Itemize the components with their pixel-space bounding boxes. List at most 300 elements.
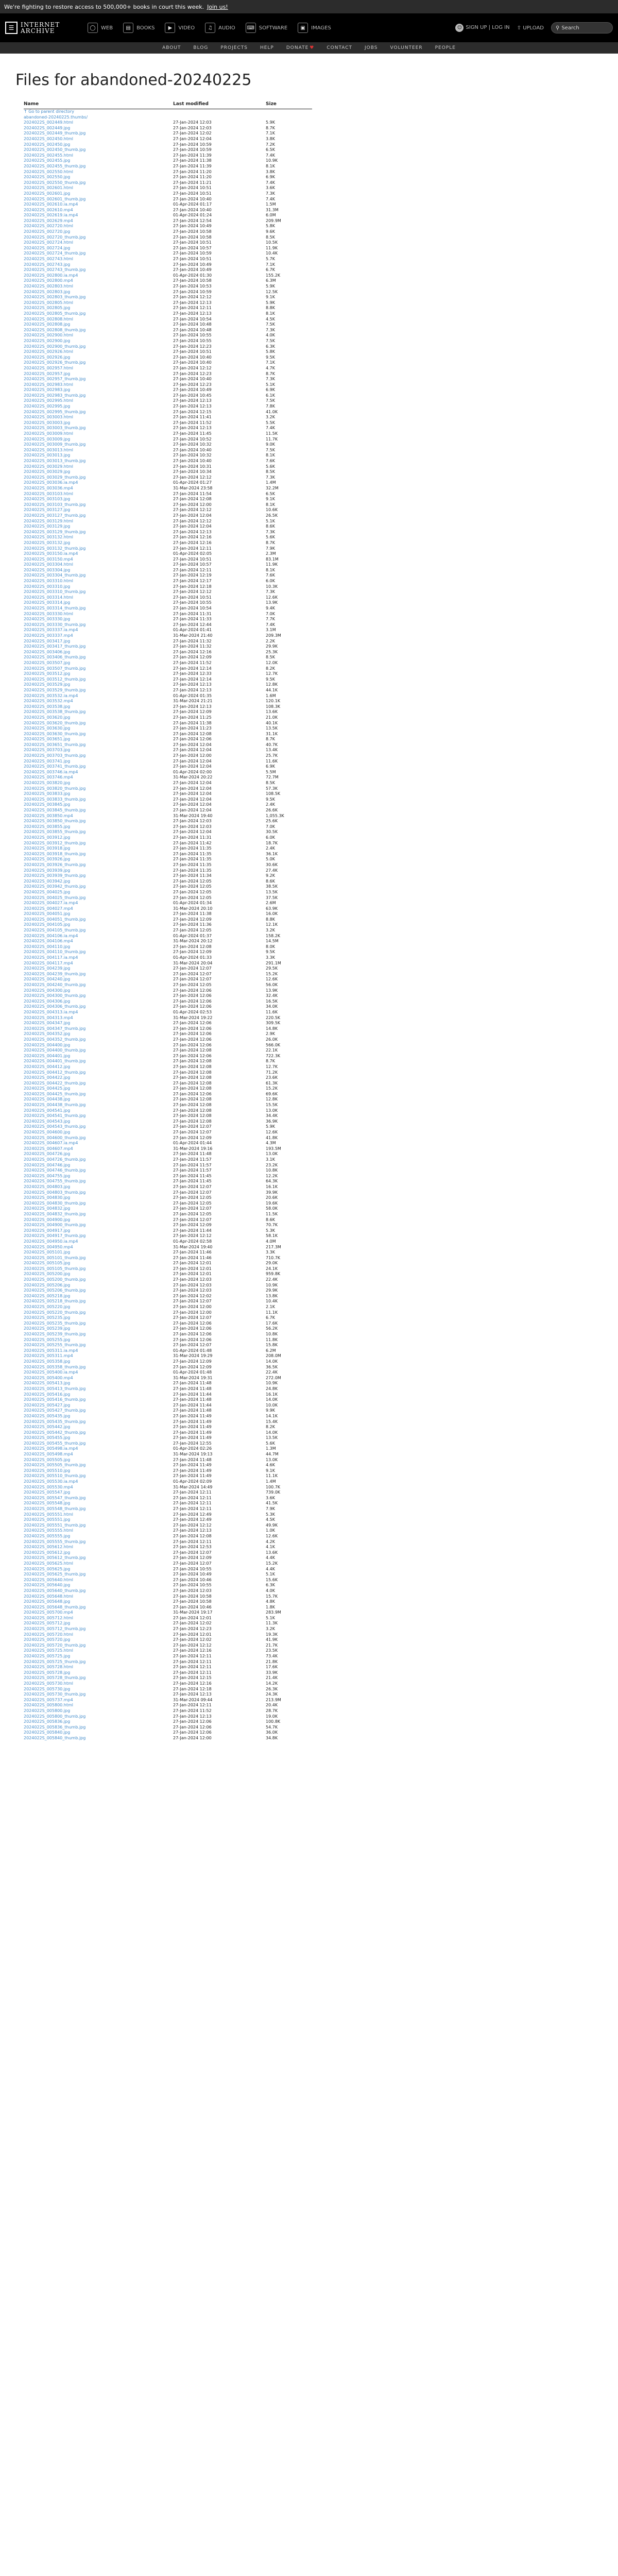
file-link[interactable]: 2024022S_004239_thumb.jpg — [24, 971, 86, 976]
file-link[interactable]: 2024022S_003926_thumb.jpg — [24, 862, 86, 867]
file-link[interactable]: 2024022S_003850_thumb.jpg — [24, 819, 86, 824]
file-link[interactable]: 2024022S_004541.jpg — [24, 1108, 71, 1113]
file-link[interactable]: 2024022S_003855_thumb.jpg — [24, 829, 86, 835]
file-link[interactable]: 2024022S_003939_thumb.jpg — [24, 873, 86, 878]
file-link[interactable]: 2024022S_004950.mp4 — [24, 1244, 73, 1249]
media-tab-images[interactable] — [298, 23, 331, 33]
subnav-volunteer[interactable]: VOLUNTEER — [390, 45, 423, 50]
file-link[interactable]: 2024022S_005548_thumb.jpg — [24, 1506, 86, 1511]
file-link[interactable]: 2024022S_004832.jpg — [24, 1206, 71, 1211]
file-link[interactable]: 2024022S_004300.jpg — [24, 988, 71, 993]
file-link[interactable]: 2024022S_005648.jpg — [24, 1599, 71, 1604]
file-link[interactable]: 2024022S_004306.jpg — [24, 998, 71, 1004]
file-link[interactable]: 2024022S_003942.jpg — [24, 878, 71, 884]
file-link[interactable]: 2024022S_005625.html — [24, 1561, 74, 1566]
file-link[interactable]: 2024022S_003003.jpg — [24, 420, 71, 425]
subnav-help[interactable]: HELP — [260, 45, 274, 50]
file-link[interactable]: 2024022S_005712.jpg — [24, 1621, 71, 1626]
file-link[interactable]: 2024022S_005435_thumb.jpg — [24, 1419, 86, 1424]
file-link[interactable]: 2024022S_003304.html — [24, 562, 74, 567]
file-link[interactable]: 2024022S_004412_thumb.jpg — [24, 1070, 86, 1075]
file-link[interactable]: 2024022S_003850.mp4 — [24, 813, 73, 818]
file-link[interactable]: 2024022S_004803_thumb.jpg — [24, 1190, 86, 1195]
file-link[interactable]: 2024022S_003833.jpg — [24, 791, 71, 796]
file-link[interactable]: 2024022S_003029_thumb.jpg — [24, 474, 86, 480]
file-link[interactable]: 2024022S_003132.html — [24, 535, 74, 540]
file-link[interactable]: 2024022S_002805.html — [24, 300, 74, 305]
file-link[interactable]: 2024022S_003507.jpg — [24, 660, 71, 665]
file-link[interactable]: 2024022S_003538.jpg — [24, 704, 71, 709]
file-link[interactable]: 2024022S_004400.jpg — [24, 1042, 71, 1047]
file-link[interactable]: 2024022S_004900_thumb.jpg — [24, 1223, 86, 1228]
file-link[interactable]: 2024022S_004110.jpg — [24, 944, 71, 949]
file-link[interactable]: 2024022S_002720_thumb.jpg — [24, 234, 86, 240]
file-link[interactable]: 2024022S_002926.html — [24, 349, 74, 354]
file-link[interactable]: 2024022S_002610.mp4 — [24, 207, 73, 212]
file-link[interactable]: 2024022S_003337.mp4 — [24, 633, 73, 638]
file-link[interactable]: 2024022S_003630_thumb.jpg — [24, 731, 86, 736]
file-link[interactable]: 2024022S_003314_thumb.jpg — [24, 606, 86, 611]
file-link[interactable]: 2024022S_003009.jpg — [24, 436, 71, 442]
file-link[interactable]: 2024022S_003939.jpg — [24, 868, 71, 873]
file-link[interactable]: 2024022S_005101.jpg — [24, 1250, 71, 1255]
file-link[interactable]: 2024022S_002601.html — [24, 185, 74, 191]
file-link[interactable]: 2024022S_002619.ia.mp4 — [24, 213, 78, 218]
file-link[interactable]: 2024022S_003132.jpg — [24, 540, 71, 545]
file-link[interactable]: 2024022S_005358_thumb.jpg — [24, 1364, 86, 1369]
file-link[interactable]: 2024022S_004746.jpg — [24, 1162, 71, 1167]
file-link[interactable]: 2024022S_005547.jpg — [24, 1490, 71, 1495]
file-link[interactable]: 2024022S_003703_thumb.jpg — [24, 753, 86, 758]
search-input[interactable] — [551, 22, 613, 33]
file-link[interactable]: 2024022S_002450_thumb.jpg — [24, 147, 86, 152]
subnav-blog[interactable]: BLOG — [193, 45, 209, 50]
file-link[interactable]: 2024022S_002449.jpg — [24, 125, 71, 130]
file-link[interactable]: 2024022S_005498.mp4 — [24, 1452, 73, 1457]
file-link[interactable]: 2024022S_003845_thumb.jpg — [24, 808, 86, 812]
file-link[interactable]: 2024022S_004543.jpg — [24, 1118, 71, 1124]
file-link[interactable]: 2024022S_003314.jpg — [24, 600, 71, 605]
file-link[interactable]: 2024022S_004438.jpg — [24, 1097, 71, 1102]
file-link[interactable]: 2024022S_004027.mp4 — [24, 906, 73, 911]
file-link[interactable]: 2024022S_005555.jpg — [24, 1533, 71, 1538]
file-link[interactable]: 2024022S_004117.mp4 — [24, 960, 73, 965]
file-link[interactable]: 2024022S_003855.jpg — [24, 824, 71, 829]
file-link[interactable]: 2024022S_005530.ia.mp4 — [24, 1479, 78, 1484]
file-link[interactable]: 2024022S_002450.jpg — [24, 142, 71, 147]
file-link[interactable]: 2024022S_005640_thumb.jpg — [24, 1588, 86, 1593]
file-link[interactable]: 2024022S_003132_thumb.jpg — [24, 546, 86, 551]
file-link[interactable]: 2024022S_004746_thumb.jpg — [24, 1168, 86, 1173]
file-link[interactable]: 2024022S_004425_thumb.jpg — [24, 1091, 86, 1096]
file-link[interactable]: 2024022S_002808.jpg — [24, 322, 71, 327]
file-link[interactable]: 2024022S_002808.html — [24, 316, 74, 321]
file-link[interactable]: 2024022S_002900.jpg — [24, 338, 71, 343]
file-link[interactable]: 2024022S_005730.html — [24, 1681, 74, 1686]
file-link[interactable]: 2024022S_004438_thumb.jpg — [24, 1103, 86, 1108]
file-link[interactable]: 2024022S_002900_thumb.jpg — [24, 344, 86, 349]
file-link[interactable]: 2024022S_003630.jpg — [24, 726, 71, 731]
file-link[interactable]: 2024022S_002957_thumb.jpg — [24, 377, 86, 382]
file-link[interactable]: 2024022S_005640.html — [24, 1577, 74, 1582]
file-link[interactable]: 2024022S_003529_thumb.jpg — [24, 687, 86, 692]
file-link[interactable]: 2024022S_005510.jpg — [24, 1468, 71, 1473]
file-link[interactable]: 2024022S_004422.jpg — [24, 1075, 71, 1080]
file-link[interactable]: 2024022S_002743_thumb.jpg — [24, 267, 86, 273]
file-link[interactable]: 2024022S_003009_thumb.jpg — [24, 442, 86, 447]
banner-link[interactable]: Join us! — [207, 3, 228, 10]
file-link[interactable]: 2024022S_004306_thumb.jpg — [24, 1004, 86, 1009]
column-name[interactable]: Name — [24, 101, 173, 109]
file-link[interactable]: 2024022S_003036.ia.mp4 — [24, 480, 78, 485]
file-link[interactable]: 2024022S_004027.ia.mp4 — [24, 901, 78, 906]
file-link[interactable]: 2024022S_004313.ia.mp4 — [24, 1009, 78, 1014]
file-link[interactable]: 2024022S_005442.jpg — [24, 1425, 71, 1430]
file-link[interactable]: 2024022S_003532.mp4 — [24, 699, 73, 704]
file-link[interactable]: 2024022S_005730.jpg — [24, 1686, 71, 1691]
file-link[interactable]: 2024022S_003150.ia.mp4 — [24, 551, 78, 556]
file-link[interactable]: 2024022S_005728.html — [24, 1665, 74, 1670]
file-link[interactable]: 2024022S_005648.html — [24, 1594, 74, 1599]
file-link[interactable]: 2024022S_005235_thumb.jpg — [24, 1320, 86, 1326]
file-link[interactable]: 2024022S_005505.jpg — [24, 1457, 71, 1462]
file-link[interactable]: 2024022S_003532.ia.mp4 — [24, 693, 78, 698]
file-link[interactable]: 2024022S_002550.jpg — [24, 175, 71, 180]
file-link[interactable]: 2024022S_003406.jpg — [24, 649, 71, 654]
file-link[interactable]: 2024022S_004401.jpg — [24, 1053, 71, 1058]
file-link[interactable]: 2024022S_002601_thumb.jpg — [24, 196, 86, 201]
file-link[interactable]: 2024022S_002629.mp4 — [24, 218, 73, 223]
file-link[interactable]: 2024022S_005218.jpg — [24, 1293, 71, 1298]
file-link[interactable]: 2024022S_004352_thumb.jpg — [24, 1037, 86, 1042]
file-link[interactable]: 2024022S_005455_thumb.jpg — [24, 1440, 86, 1446]
file-link[interactable]: 2024022S_002983_thumb.jpg — [24, 393, 86, 398]
file-link[interactable]: 2024022S_005555.html — [24, 1528, 74, 1533]
file-link[interactable]: 2024022S_002808_thumb.jpg — [24, 327, 86, 332]
file-link[interactable]: 2024022S_004105_thumb.jpg — [24, 928, 86, 933]
file-link[interactable]: 2024022S_003703.jpg — [24, 748, 71, 753]
file-link[interactable]: 2024022S_005720.jpg — [24, 1637, 71, 1642]
file-link[interactable]: 2024022S_002803.html — [24, 284, 74, 289]
file-link[interactable]: 2024022S_003620.jpg — [24, 715, 71, 720]
file-link[interactable]: 2024022S_003918_thumb.jpg — [24, 851, 86, 856]
file-link[interactable]: 2024022S_003512_thumb.jpg — [24, 676, 86, 682]
subnav-donate[interactable] — [286, 45, 314, 50]
media-tab-audio[interactable] — [205, 23, 235, 33]
file-link[interactable]: 2024022S_003029.jpg — [24, 469, 71, 474]
file-link[interactable]: 2024022S_003820_thumb.jpg — [24, 786, 86, 791]
file-link[interactable]: 2024022S_004400_thumb.jpg — [24, 1048, 86, 1053]
file-link[interactable]: 2024022S_004025_thumb.jpg — [24, 895, 86, 900]
subnav-projects[interactable]: PROJECTS — [220, 45, 248, 50]
file-link[interactable]: 2024022S_004352.jpg — [24, 1031, 71, 1037]
file-link[interactable]: 2024022S_002724_thumb.jpg — [24, 251, 86, 256]
file-link[interactable]: 2024022S_005105_thumb.jpg — [24, 1266, 86, 1271]
file-link[interactable]: 2024022S_005640.jpg — [24, 1583, 71, 1588]
file-link[interactable]: 2024022S_003820.jpg — [24, 781, 71, 786]
file-link[interactable]: 2024022S_003029.html — [24, 464, 74, 469]
file-link[interactable]: 2024022S_005413.jpg — [24, 1381, 71, 1386]
file-link[interactable]: 2024022S_005548.jpg — [24, 1501, 71, 1506]
subnav-people[interactable]: PEOPLE — [435, 45, 456, 50]
file-link[interactable]: 2024022S_003103.html — [24, 491, 74, 496]
file-link[interactable]: 2024022S_003310_thumb.jpg — [24, 589, 86, 595]
media-tab-books[interactable] — [123, 23, 154, 33]
file-link[interactable]: 2024022S_003103_thumb.jpg — [24, 502, 86, 507]
file-link[interactable]: 2024022S_004425.jpg — [24, 1086, 71, 1091]
site-logo[interactable] — [5, 22, 72, 34]
file-link[interactable]: 2024022S_004607.mp4 — [24, 1146, 73, 1151]
file-link[interactable]: 2024022S_004051.jpg — [24, 911, 71, 917]
file-link[interactable]: 2024022S_005648_thumb.jpg — [24, 1604, 86, 1609]
file-link[interactable]: 2024022S_002995_thumb.jpg — [24, 409, 86, 414]
file-link[interactable]: 2024022S_005625.jpg — [24, 1566, 71, 1571]
file-link[interactable]: 2024022S_004025.jpg — [24, 889, 71, 894]
file-link[interactable]: 2024022S_005218_thumb.jpg — [24, 1299, 86, 1304]
file-link[interactable]: 2024022S_002805_thumb.jpg — [24, 311, 86, 316]
file-link[interactable]: 2024022S_003127.jpg — [24, 507, 71, 513]
file-link[interactable]: 2024022S_005101_thumb.jpg — [24, 1255, 86, 1260]
file-link[interactable]: 2024022S_002926_thumb.jpg — [24, 360, 86, 365]
file-link[interactable]: 2024022S_003003.html — [24, 415, 74, 420]
file-link[interactable]: 2024022S_005551.jpg — [24, 1517, 71, 1522]
file-link[interactable]: 2024022S_005612_thumb.jpg — [24, 1555, 86, 1561]
file-link[interactable]: 2024022S_004106.mp4 — [24, 939, 73, 944]
file-link[interactable]: 2024022S_003310.jpg — [24, 584, 71, 589]
file-link[interactable]: 2024022S_004950.ia.mp4 — [24, 1239, 78, 1244]
file-link[interactable]: 2024022S_005728.jpg — [24, 1670, 71, 1675]
file-link[interactable]: 2024022S_002800.mp4 — [24, 278, 73, 283]
file-link[interactable]: 2024022S_005455.jpg — [24, 1435, 71, 1440]
file-link[interactable]: 2024022S_005206.jpg — [24, 1282, 71, 1287]
file-link[interactable]: 2024022S_005358.jpg — [24, 1359, 71, 1364]
file-link[interactable]: 2024022S_005498.ia.mp4 — [24, 1446, 78, 1451]
file-link[interactable]: 2024022S_005700.mp4 — [24, 1610, 73, 1615]
file-link[interactable]: 2024022S_003512.jpg — [24, 671, 71, 676]
file-link[interactable]: 2024022S_005836_thumb.jpg — [24, 1724, 86, 1730]
file-link[interactable]: 2024022S_005105.jpg — [24, 1261, 71, 1266]
file-link[interactable]: 2024022S_005712.html — [24, 1615, 74, 1620]
column-modified[interactable]: Last modified — [173, 101, 266, 109]
file-link[interactable]: 2024022S_004239.jpg — [24, 966, 71, 971]
file-link[interactable]: 2024022S_005505_thumb.jpg — [24, 1463, 86, 1468]
file-link[interactable]: 2024022S_002450.html — [24, 136, 74, 141]
file-link[interactable]: 2024022S_005239.jpg — [24, 1326, 71, 1331]
file-link[interactable]: 2024022S_005800_thumb.jpg — [24, 1714, 86, 1719]
file-link[interactable]: 2024022S_002449.html — [24, 120, 74, 125]
file-link[interactable]: 2024022S_005720_thumb.jpg — [24, 1642, 86, 1648]
file-link[interactable]: 2024022S_004240_thumb.jpg — [24, 982, 86, 987]
file-link[interactable]: 2024022S_003150.mp4 — [24, 556, 73, 562]
file-link[interactable]: 2024022S_005200_thumb.jpg — [24, 1277, 86, 1282]
file-link[interactable]: 2024022S_003529.jpg — [24, 682, 71, 687]
file-link[interactable]: 2024022S_005400.ia.mp4 — [24, 1370, 78, 1375]
file-link[interactable]: 2024022S_005840_thumb.jpg — [24, 1735, 86, 1740]
file-link[interactable]: 2024022S_005551_thumb.jpg — [24, 1522, 86, 1528]
file-link[interactable]: 2024022S_005200.jpg — [24, 1272, 71, 1277]
file-link[interactable]: 2024022S_005612.jpg — [24, 1550, 71, 1555]
file-link[interactable]: 2024022S_002743.jpg — [24, 262, 71, 267]
file-link[interactable]: 2024022S_004755_thumb.jpg — [24, 1179, 86, 1184]
file-link[interactable]: 2024022S_002455.html — [24, 152, 74, 158]
file-link[interactable]: 2024022S_005416.jpg — [24, 1392, 71, 1397]
file-link[interactable]: 2024022S_004051_thumb.jpg — [24, 917, 86, 922]
file-link[interactable]: 2024022S_004541_thumb.jpg — [24, 1113, 86, 1118]
file-link[interactable]: 2024022S_005555_thumb.jpg — [24, 1539, 86, 1544]
file-link[interactable]: 2024022S_004313.mp4 — [24, 1015, 73, 1020]
file-link[interactable]: 2024022S_003314.html — [24, 595, 74, 600]
file-link[interactable]: 2024022S_004240.jpg — [24, 977, 71, 982]
file-link[interactable]: 2024022S_002724.jpg — [24, 245, 71, 250]
file-link[interactable]: 2024022S_002957.jpg — [24, 371, 71, 376]
file-link[interactable]: 2024022S_005840.jpg — [24, 1730, 71, 1735]
file-link[interactable]: 2024022S_004347.jpg — [24, 1021, 71, 1026]
file-link[interactable]: 2024022S_003129_thumb.jpg — [24, 529, 86, 534]
file-link[interactable]: 2024022S_003417_thumb.jpg — [24, 644, 86, 649]
file-link[interactable]: 2024022S_003036.mp4 — [24, 485, 73, 490]
file-link[interactable]: 2024022S_004117.ia.mp4 — [24, 955, 78, 960]
file-link[interactable]: 2024022S_005551.html — [24, 1512, 74, 1517]
file-link[interactable]: 2024022S_002724.html — [24, 240, 74, 245]
file-link[interactable]: 2024022S_005725.html — [24, 1648, 74, 1653]
file-link[interactable]: 2024022S_005400.mp4 — [24, 1375, 73, 1380]
file-link[interactable]: 2024022S_004105.jpg — [24, 922, 71, 927]
file-link[interactable]: 2024022S_005625_thumb.jpg — [24, 1572, 86, 1577]
file-link[interactable]: 2024022S_005255_thumb.jpg — [24, 1343, 86, 1348]
file-link[interactable]: 2024022S_002926.jpg — [24, 354, 71, 360]
file-link[interactable]: 2024022S_002983.jpg — [24, 387, 71, 393]
file-link[interactable]: 2024022S_003741_thumb.jpg — [24, 764, 86, 769]
file-link[interactable]: 2024022S_002550_thumb.jpg — [24, 180, 86, 185]
file-link[interactable]: 2024022S_004830_thumb.jpg — [24, 1200, 86, 1206]
file-link[interactable]: 2024022S_002720.html — [24, 224, 74, 229]
file-link[interactable]: 2024022S_004726_thumb.jpg — [24, 1157, 86, 1162]
file-link[interactable]: 2024022S_004600_thumb.jpg — [24, 1135, 86, 1140]
file-link[interactable]: 2024022S_005728_thumb.jpg — [24, 1675, 86, 1681]
file-link[interactable]: abandoned-20240225.thumbs/ — [24, 114, 88, 120]
file-link[interactable]: 2024022S_004830.jpg — [24, 1195, 71, 1200]
file-link[interactable]: 2024022S_005435.jpg — [24, 1413, 71, 1418]
file-link[interactable]: 2024022S_004110_thumb.jpg — [24, 950, 86, 955]
file-link[interactable]: 2024022S_003129.jpg — [24, 524, 71, 529]
file-link[interactable]: 2024022S_002800.ia.mp4 — [24, 273, 78, 278]
file-link[interactable]: 2024022S_005427_thumb.jpg — [24, 1408, 86, 1413]
file-link[interactable]: 2024022S_003310.html — [24, 579, 74, 584]
file-link[interactable]: 2024022S_003304_thumb.jpg — [24, 573, 86, 578]
file-link[interactable]: 2024022S_003330.html — [24, 611, 74, 616]
file-link[interactable]: 2024022S_004347_thumb.jpg — [24, 1026, 86, 1031]
file-link[interactable]: 2024022S_004543_thumb.jpg — [24, 1124, 86, 1129]
file-link[interactable]: 2024022S_005547_thumb.jpg — [24, 1495, 86, 1500]
file-link[interactable]: 2024022S_003746.ia.mp4 — [24, 769, 78, 774]
file-link[interactable]: 2024022S_003833_thumb.jpg — [24, 796, 86, 802]
file-link[interactable]: 2024022S_002805.jpg — [24, 306, 71, 311]
subnav-jobs[interactable]: JOBS — [365, 45, 378, 50]
file-link[interactable]: 2024022S_005206_thumb.jpg — [24, 1288, 86, 1293]
file-link[interactable]: 2024022S_005442_thumb.jpg — [24, 1430, 86, 1435]
parent-directory-link[interactable] — [24, 109, 74, 114]
file-link[interactable]: 2024022S_002995.jpg — [24, 404, 71, 409]
file-link[interactable]: 2024022S_005800.html — [24, 1703, 74, 1708]
file-link[interactable]: 2024022S_004917_thumb.jpg — [24, 1233, 86, 1239]
file-link[interactable]: 2024022S_005712_thumb.jpg — [24, 1626, 86, 1632]
file-link[interactable]: 2024022S_003304.jpg — [24, 567, 71, 572]
file-link[interactable]: 2024022S_005725.jpg — [24, 1654, 71, 1659]
file-link[interactable]: 2024022S_003337.ia.mp4 — [24, 628, 78, 633]
file-link[interactable]: 2024022S_002455_thumb.jpg — [24, 163, 86, 168]
file-link[interactable]: 2024022S_004600.jpg — [24, 1130, 71, 1135]
file-link[interactable]: 2024022S_003330_thumb.jpg — [24, 622, 86, 627]
file-link[interactable]: 2024022S_003009.html — [24, 431, 74, 436]
file-link[interactable]: 2024022S_005255.jpg — [24, 1337, 71, 1342]
file-link[interactable]: 2024022S_004726.jpg — [24, 1151, 71, 1157]
file-link[interactable]: 2024022S_004106.ia.mp4 — [24, 933, 78, 938]
file-link[interactable]: 2024022S_003912.jpg — [24, 835, 71, 840]
file-link[interactable]: 2024022S_005220.jpg — [24, 1304, 71, 1310]
file-link[interactable]: 2024022S_005725_thumb.jpg — [24, 1659, 86, 1664]
file-link[interactable]: 2024022S_002900.html — [24, 333, 74, 338]
file-link[interactable]: 2024022S_005413_thumb.jpg — [24, 1386, 86, 1391]
file-link[interactable]: 2024022S_002743.html — [24, 257, 74, 262]
file-link[interactable]: 2024022S_003651.jpg — [24, 737, 71, 742]
media-tab-video[interactable] — [165, 23, 195, 33]
file-link[interactable]: 2024022S_003417.jpg — [24, 638, 71, 643]
file-link[interactable]: 2024022S_003651_thumb.jpg — [24, 742, 86, 747]
file-link[interactable]: 2024022S_005416_thumb.jpg — [24, 1397, 86, 1402]
file-link[interactable]: 2024022S_005311.ia.mp4 — [24, 1348, 78, 1353]
file-link[interactable]: 2024022S_005612.html — [24, 1545, 74, 1550]
file-link[interactable]: 2024022S_003918.jpg — [24, 846, 71, 851]
file-link[interactable]: 2024022S_003406_thumb.jpg — [24, 655, 86, 660]
media-tab-software[interactable] — [246, 23, 287, 33]
file-link[interactable]: 2024022S_003926.jpg — [24, 857, 71, 862]
file-link[interactable]: 2024022S_005730_thumb.jpg — [24, 1692, 86, 1697]
file-link[interactable]: 2024022S_002995.html — [24, 398, 74, 403]
file-link[interactable]: 2024022S_004422_thumb.jpg — [24, 1080, 86, 1086]
file-link[interactable]: 2024022S_003741.jpg — [24, 758, 71, 764]
file-link[interactable]: 2024022S_003127_thumb.jpg — [24, 513, 86, 518]
file-link[interactable]: 2024022S_005427.jpg — [24, 1402, 71, 1408]
file-link[interactable]: 2024022S_003330.jpg — [24, 617, 71, 622]
file-link[interactable]: 2024022S_004917.jpg — [24, 1228, 71, 1233]
file-link[interactable]: 2024022S_004401_thumb.jpg — [24, 1059, 86, 1064]
media-tab-web[interactable] — [88, 23, 113, 33]
file-link[interactable]: 2024022S_002803.jpg — [24, 289, 71, 294]
subnav-contact[interactable]: CONTACT — [327, 45, 353, 50]
file-link[interactable]: 2024022S_005720.html — [24, 1632, 74, 1637]
file-link[interactable]: 2024022S_005836.jpg — [24, 1719, 71, 1724]
file-link[interactable]: 2024022S_003129.html — [24, 518, 74, 523]
file-link[interactable]: 2024022S_002720.jpg — [24, 229, 71, 234]
file-link[interactable]: 2024022S_003003_thumb.jpg — [24, 426, 86, 431]
file-link[interactable]: 2024022S_003912_thumb.jpg — [24, 840, 86, 845]
file-link[interactable]: 2024022S_004900.jpg — [24, 1217, 71, 1222]
file-link[interactable]: 2024022S_002610.ia.mp4 — [24, 202, 78, 207]
file-link[interactable]: 2024022S_003013.jpg — [24, 453, 71, 458]
file-link[interactable]: 2024022S_002983.html — [24, 382, 74, 387]
file-link[interactable]: 2024022S_005235.jpg — [24, 1315, 71, 1320]
file-link[interactable]: 2024022S_005220_thumb.jpg — [24, 1310, 86, 1315]
file-link[interactable]: 2024022S_002957.html — [24, 365, 74, 370]
file-link[interactable]: 2024022S_005510_thumb.jpg — [24, 1473, 86, 1479]
file-link[interactable]: 2024022S_005239_thumb.jpg — [24, 1332, 86, 1336]
file-link[interactable]: 2024022S_002455.jpg — [24, 158, 71, 163]
file-link[interactable]: 2024022S_004755.jpg — [24, 1173, 71, 1178]
file-link[interactable]: 2024022S_003620_thumb.jpg — [24, 720, 86, 725]
file-link[interactable]: 2024022S_002449_thumb.jpg — [24, 131, 86, 136]
file-link[interactable]: 2024022S_003507_thumb.jpg — [24, 666, 86, 671]
file-link[interactable]: 2024022S_004412.jpg — [24, 1064, 71, 1069]
